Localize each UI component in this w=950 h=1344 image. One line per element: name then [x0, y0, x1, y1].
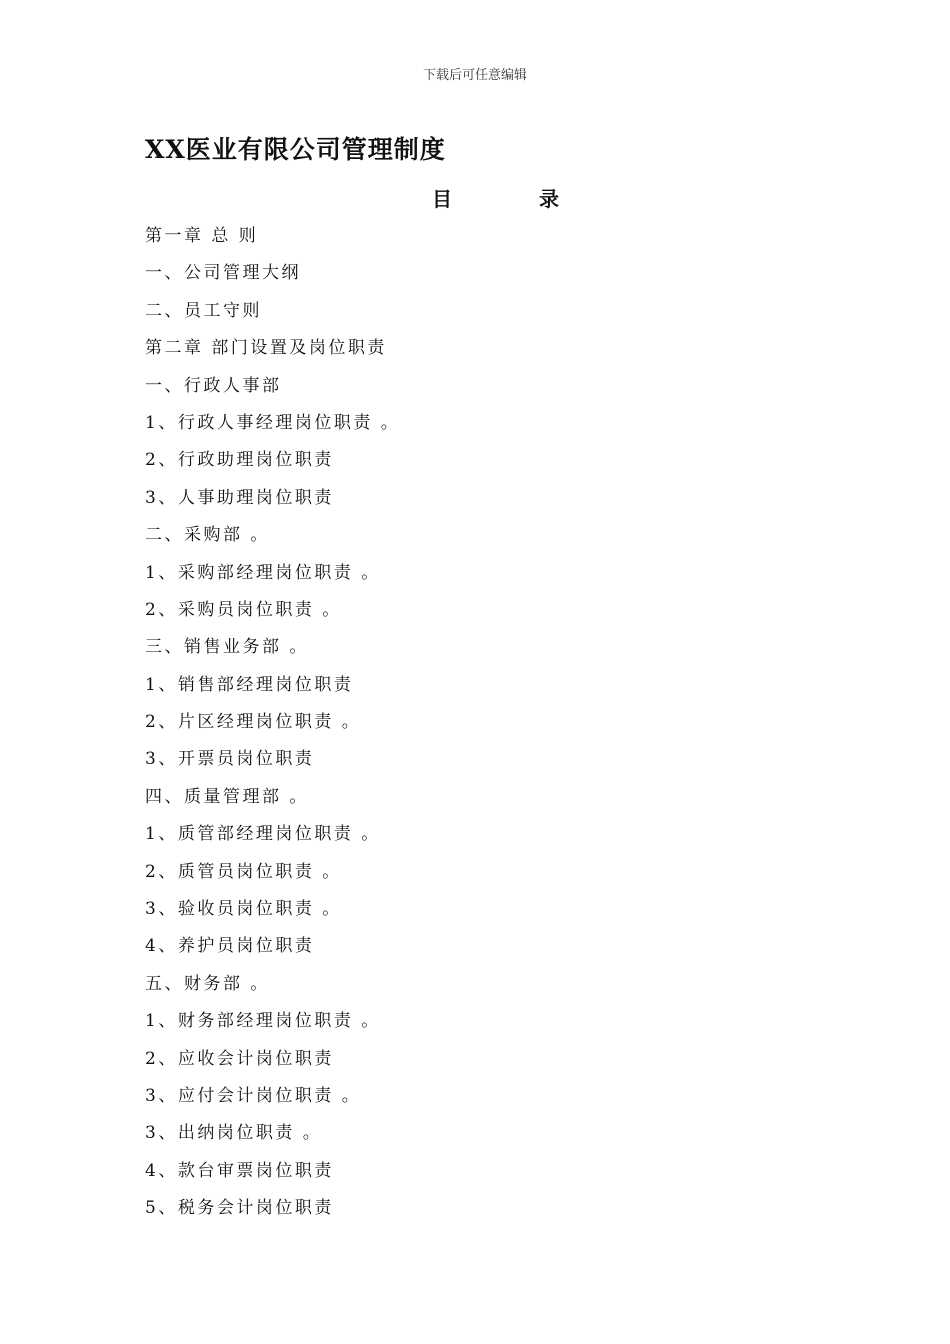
toc-item[interactable]: 3、应付会计岗位职责 。: [145, 1085, 362, 1106]
toc-item[interactable]: 3、开票员岗位职责: [145, 749, 315, 770]
toc-item[interactable]: 3、人事助理岗位职责: [145, 487, 334, 508]
toc-item[interactable]: 1、质管部经理岗位职责 。: [145, 824, 381, 845]
toc-item[interactable]: 1、采购部经理岗位职责 。: [145, 562, 381, 583]
toc-item[interactable]: 第一章 总 则: [145, 226, 259, 246]
toc-item[interactable]: 5、税务会计岗位职责: [145, 1198, 334, 1219]
table-of-contents: [145, 222, 400, 1232]
toc-item[interactable]: 二、采购部 。: [145, 525, 270, 546]
toc-item[interactable]: 2、片区经理岗位职责 。: [145, 712, 362, 733]
toc-item[interactable]: 2、质管员岗位职责 。: [145, 861, 342, 882]
toc-item[interactable]: 1、财务部经理岗位职责 。: [145, 1011, 381, 1032]
toc-item[interactable]: 3、验收员岗位职责 。: [145, 899, 342, 920]
toc-item[interactable]: 三、销售业务部 。: [145, 637, 309, 658]
toc-heading: 目 录: [432, 187, 599, 211]
toc-item[interactable]: 1、销售部经理岗位职责: [145, 674, 354, 695]
toc-item[interactable]: 1、行政人事经理岗位职责 。: [145, 412, 401, 433]
toc-item[interactable]: 一、公司管理大纲: [145, 263, 301, 284]
toc-item[interactable]: 第二章 部门设置及岗位职责: [145, 338, 387, 359]
toc-item[interactable]: 4、款台审票岗位职责: [145, 1160, 334, 1181]
toc-item[interactable]: 二、员工守则: [145, 300, 262, 321]
toc-item[interactable]: 3、出纳岗位职责 。: [145, 1123, 323, 1144]
toc-item[interactable]: 一、行政人事部: [145, 375, 282, 396]
toc-item[interactable]: 2、采购员岗位职责 。: [145, 599, 342, 620]
toc-item[interactable]: 2、应收会计岗位职责: [145, 1048, 334, 1069]
toc-item[interactable]: 五、财务部 。: [145, 973, 270, 994]
toc-item[interactable]: 四、质量管理部 。: [145, 786, 309, 807]
toc-item[interactable]: 4、养护员岗位职责: [145, 936, 315, 957]
document-title: XX医业有限公司管理制度: [145, 135, 446, 164]
page-header: 下载后可任意编辑: [422, 68, 527, 83]
toc-item[interactable]: 2、行政助理岗位职责: [145, 450, 334, 471]
